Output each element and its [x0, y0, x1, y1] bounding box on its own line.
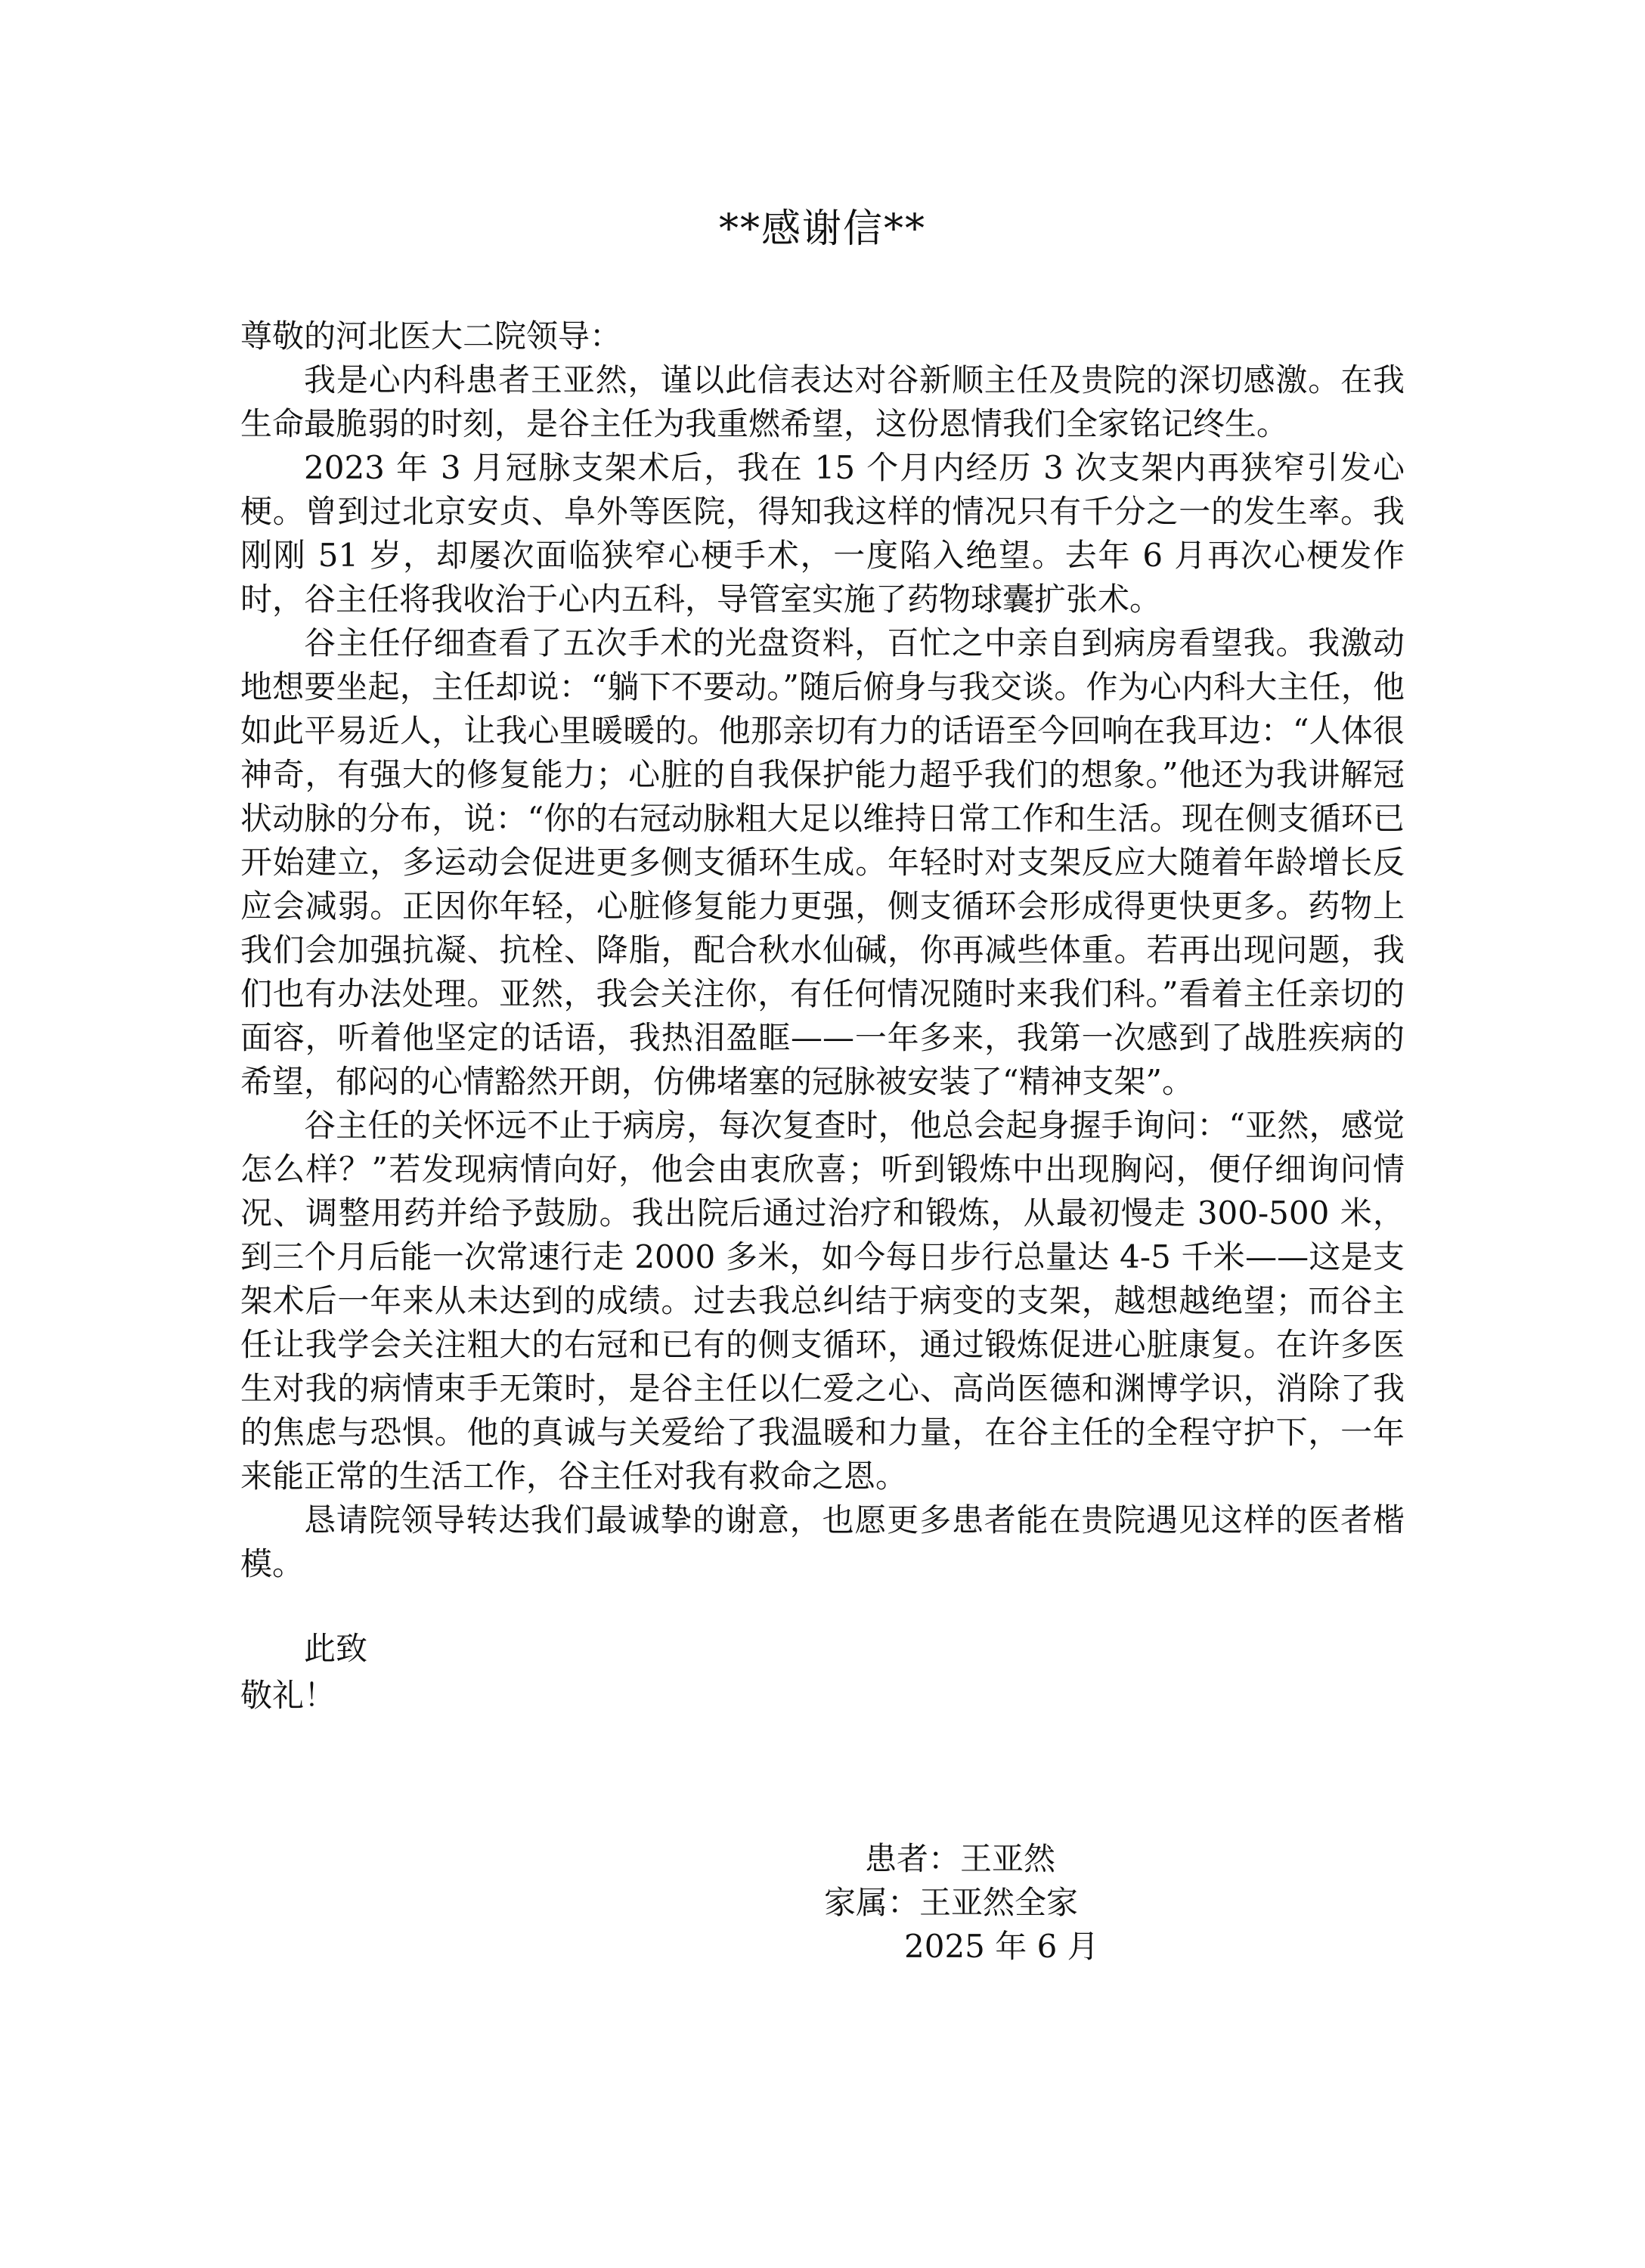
- letter-date: 2025 年 6 月: [904, 1928, 1099, 1965]
- paragraph-2: 2023 年 3 月冠脉支架术后，我在 15 个月内经历 3 次支架内再狭窄引发心梗。曾到过北京安贞、阜外等医院，得知我这样的情况只有千分之一的发生率。我刚刚 51 岁，却屡次面临狭窄心梗手术，一度陷入绝望。去年 6 月再次心梗发作时，谷主任将我收治于心内五科，导管室实施了药物球囊扩张术。: [240, 449, 1405, 618]
- paragraph-4: 谷主任的关怀远不止于病房，每次复查时，他总会起身握手询问：“亚然，感觉怎么样？”若发现病情向好，他会由衷欣喜；听到锻炼中出现胸闷，便仔细询问情况、调整用药并给予鼓励。我出院后通过治疗和锻炼，从最初慢走 300-500 米，到三个月后能一次常速行走 2000 多米，如今每日步行总量达 4-5 千米——这是支架术后一年来从未达到的成绩。过去我总纠结于病变的支架，越想越绝望；而谷主任让我学会关注粗大的右冠和已有的侧支循环，通过锻炼促进心脏康复。在许多医生对我的病情束手无策时，是谷主任以仁爱之心、高尚医德和渊博学识，消除了我的焦虑与恐惧。他的真诚与关爱给了我温暖和力量，在谷主任的全程守护下，一年来能正常的生活工作，谷主任对我有救命之恩。: [240, 1107, 1405, 1495]
- paragraph-1: 我是心内科患者王亚然，谨以此信表达对谷新顺主任及贵院的深切感激。在我生命最脆弱的时刻，是谷主任为我重燃希望，这份恩情我们全家铭记终生。: [240, 361, 1405, 442]
- paragraph-3: 谷主任仔细查看了五次手术的光盘资料，百忙之中亲自到病房看望我。我激动地想要坐起，主任却说：“躺下不要动。”随后俯身与我交谈。作为心内科大主任，他如此平易近人，让我心里暖暖的。他那亲切有力的话语至今回响在我耳边：“人体很神奇，有强大的修复能力；心脏的自我保护能力超乎我们的想象。”他还为我讲解冠状动脉的分布，说：“你的右冠动脉粗大足以维持日常工作和生活。现在侧支循环已开始建立，多运动会促进更多侧支循环生成。年轻时对支架反应大随着年龄增长反应会减弱。正因你年轻，心脏修复能力更强，侧支循环会形成得更快更多。药物上我们会加强抗凝、抗栓、降脂，配合秋水仙碱，你再减些体重。若再出现问题，我们也有办法处理。亚然，我会关注你，有任何情况随时来我们科。”看着主任亲切的面容，听着他坚定的话语，我热泪盈眶——一年多来，我第一次感到了战胜疾病的希望，郁闷的心情豁然开朗，仿佛堵塞的冠脉被安装了“精神支架”。: [240, 624, 1405, 1100]
- family-label: 家属：: [824, 1884, 920, 1921]
- letter-title: **感谢信**: [718, 206, 926, 252]
- closing-line-1: 此致: [304, 1630, 368, 1667]
- patient-label: 患者：: [865, 1840, 961, 1877]
- closing-line-2: 敬礼！: [240, 1677, 336, 1714]
- signature-block: [824, 1837, 1353, 1969]
- patient-signature-line: [824, 1837, 1353, 1881]
- paragraph-5: 恳请院领导转达我们最诚挚的谢意，也愿更多患者能在贵院遇见这样的医者楷模。: [240, 1501, 1405, 1582]
- closing-block: [240, 1625, 845, 1719]
- family-name: 王亚然全家: [919, 1884, 1079, 1921]
- letter-body: [240, 314, 1405, 1586]
- family-signature-line: [824, 1881, 1353, 1925]
- patient-name: 王亚然: [960, 1840, 1056, 1877]
- salutation: 尊敬的河北医大二院领导：: [240, 318, 622, 355]
